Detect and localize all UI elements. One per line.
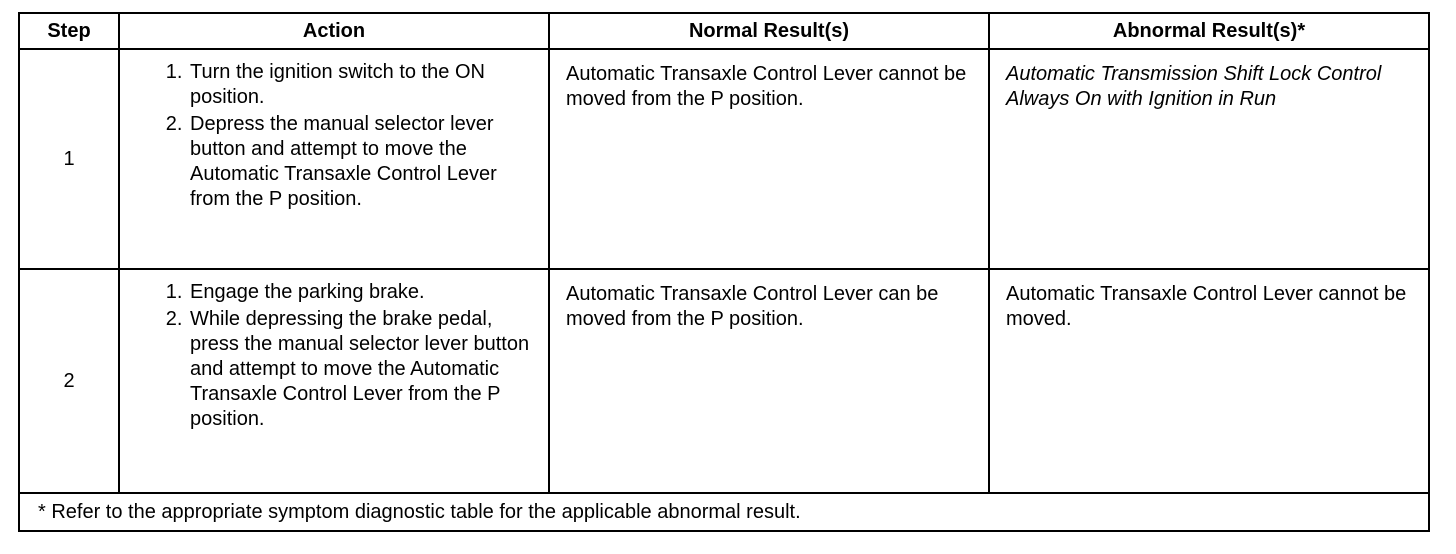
normal-result-text: Automatic Transaxle Control Lever can be moved from the P position. <box>566 283 939 330</box>
action-cell <box>119 269 549 493</box>
table-row-step-1 <box>19 49 1429 269</box>
abnormal-result-cell <box>989 269 1429 493</box>
action-list <box>120 50 548 220</box>
action-item: 1. Turn the ignition switch to the ON position. <box>188 60 538 110</box>
step-number: 1 <box>19 49 119 269</box>
normal-result-cell <box>549 49 989 269</box>
header-abnormal-results: Abnormal Result(s)* <box>989 13 1429 49</box>
action-cell <box>119 49 549 269</box>
header-step: Step <box>19 13 119 49</box>
action-list <box>120 270 548 440</box>
abnormal-result-cell <box>989 49 1429 269</box>
header-action: Action <box>119 13 549 49</box>
diagnostic-table <box>18 12 1430 532</box>
action-item: 1. Engage the parking brake. <box>188 280 538 305</box>
abnormal-result-link[interactable]: Automatic Transmission Shift Lock Control Always On with Ignition in Run <box>1006 63 1382 110</box>
diagnostic-table-container <box>18 12 1428 532</box>
action-item: 2. Depress the manual selector lever button and attempt to move the Automatic Transaxle Control Lever from the P position. <box>188 112 538 212</box>
action-item: 2. While depressing the brake pedal, press the manual selector lever button and attempt to move the Automatic Transaxle Control Lever from the P position. <box>188 307 538 432</box>
abnormal-result-text: Automatic Transaxle Control Lever cannot be moved. <box>1006 283 1407 330</box>
table-row-step-2 <box>19 269 1429 493</box>
header-row <box>19 13 1429 49</box>
header-normal-results: Normal Result(s) <box>549 13 989 49</box>
step-number: 2 <box>19 269 119 493</box>
normal-result-text: Automatic Transaxle Control Lever cannot be moved from the P position. <box>566 63 967 110</box>
footnote: * Refer to the appropriate symptom diagnostic table for the applicable abnormal result. <box>19 493 1429 531</box>
normal-result-cell <box>549 269 989 493</box>
footnote-row <box>19 493 1429 531</box>
